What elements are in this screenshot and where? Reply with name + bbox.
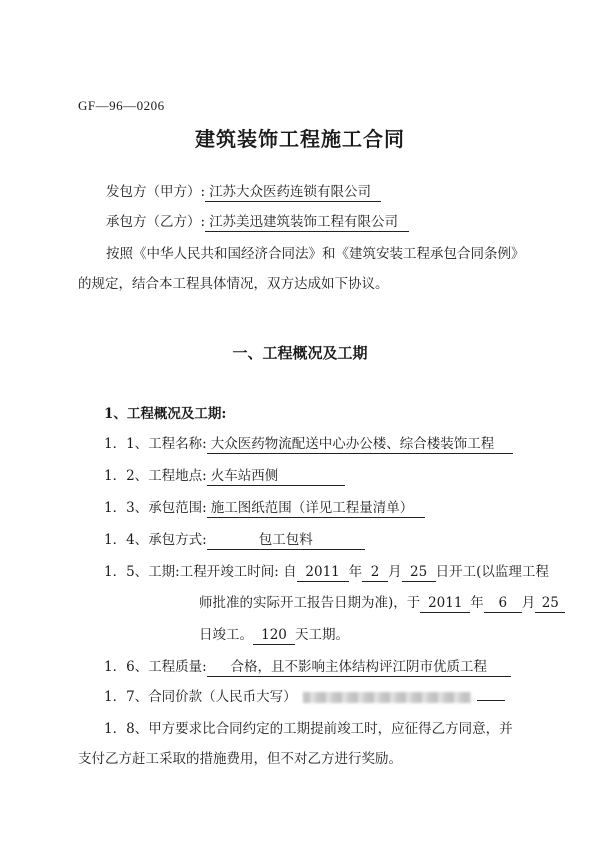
item-1-5-line-2	[199, 591, 565, 613]
start-month: 2	[362, 564, 388, 582]
redacted-amount	[303, 692, 471, 703]
duration-days: 120	[253, 627, 295, 645]
party-a-line	[106, 180, 381, 202]
duration-text: 天工期。	[295, 627, 349, 643]
item-1-8-line-2: 支付乙方赶工采取的措施费用，但不对乙方进行奖励。	[78, 751, 402, 767]
item-number: 1．7、	[104, 689, 149, 705]
schedule-text: 工程开竣工时间: 自	[179, 564, 297, 580]
start-year: 2011	[297, 564, 349, 582]
item-number: 1．1、	[104, 436, 149, 452]
party-b-value: 江苏美迅建筑装饰工程有限公司	[205, 210, 409, 232]
item-label: 合同价款（人民币大写）	[148, 689, 297, 705]
month-unit: 月	[388, 564, 402, 580]
item-1-3	[104, 496, 425, 518]
project-location-value: 火车站西侧	[207, 464, 345, 486]
item-label: 工期:	[148, 564, 180, 580]
item-1-7	[104, 685, 505, 705]
item-1-2	[104, 464, 345, 486]
item-label: 工程地点:	[148, 468, 207, 484]
item-1-4	[104, 528, 365, 550]
quality-value: 合格，且不影响主体结构评江阴市优质工程	[207, 655, 511, 677]
start-text: 日开工(以监理工程	[435, 564, 549, 580]
item-1-5-line-1	[104, 560, 549, 582]
item-label: 工程质量:	[148, 659, 207, 675]
scope-value: 施工图纸范围（详见工程量清单）	[207, 496, 425, 518]
party-a-value: 江苏大众医药连锁有限公司	[205, 180, 381, 202]
item-1-5-line-3	[199, 623, 349, 645]
preamble-line-2: 的规定，结合本工程具体情况，双方达成如下协议。	[78, 276, 389, 292]
document-title: 建筑装饰工程施工合同	[195, 127, 405, 151]
schedule-text-2: 师批准的实际开工报告日期为准)，于	[199, 595, 421, 611]
item-number: 1．4、	[104, 532, 149, 548]
item-number: 1．5、	[104, 564, 149, 580]
project-name-value: 大众医药物流配送中心办公楼、综合楼装饰工程	[207, 432, 513, 454]
contract-mode-value: 包工包料	[207, 528, 365, 550]
year-unit: 年	[470, 595, 484, 611]
year-unit: 年	[348, 564, 363, 580]
item-1-6	[104, 655, 511, 677]
party-a-label: 发包方（甲方）:	[106, 184, 206, 200]
party-b-line	[106, 210, 409, 232]
item-label: 工程名称:	[148, 436, 207, 452]
item-label: 承包范围:	[148, 500, 207, 516]
end-year: 2011	[420, 595, 470, 613]
item-number: 1．2、	[104, 468, 149, 484]
subsection-heading: 1、工程概况及工期:	[104, 406, 227, 422]
item-number: 1．8、	[104, 721, 149, 737]
completion-text: 日竣工。	[199, 627, 253, 643]
party-b-label: 承包方（乙方）:	[106, 214, 206, 230]
month-unit: 月	[521, 595, 536, 611]
document-number: GF—96—0206	[78, 98, 165, 113]
end-day: 25	[535, 595, 565, 613]
item-text: 甲方要求比合同约定的工期提前竣工时，应征得乙方同意，并	[148, 721, 513, 737]
item-label: 承包方式:	[148, 532, 207, 548]
item-1-1	[104, 432, 513, 454]
item-number: 1．6、	[104, 659, 149, 675]
preamble-line-1: 按照《中华人民共和国经济合同法》和《建筑安装工程承包合同条例》	[106, 246, 525, 262]
end-month: 6	[484, 595, 522, 613]
item-number: 1．3、	[104, 500, 149, 516]
section-heading: 一、工程概况及工期	[232, 344, 368, 362]
amount-underline	[477, 688, 505, 701]
item-1-8-line-1	[104, 717, 513, 737]
start-day: 25	[402, 564, 436, 582]
